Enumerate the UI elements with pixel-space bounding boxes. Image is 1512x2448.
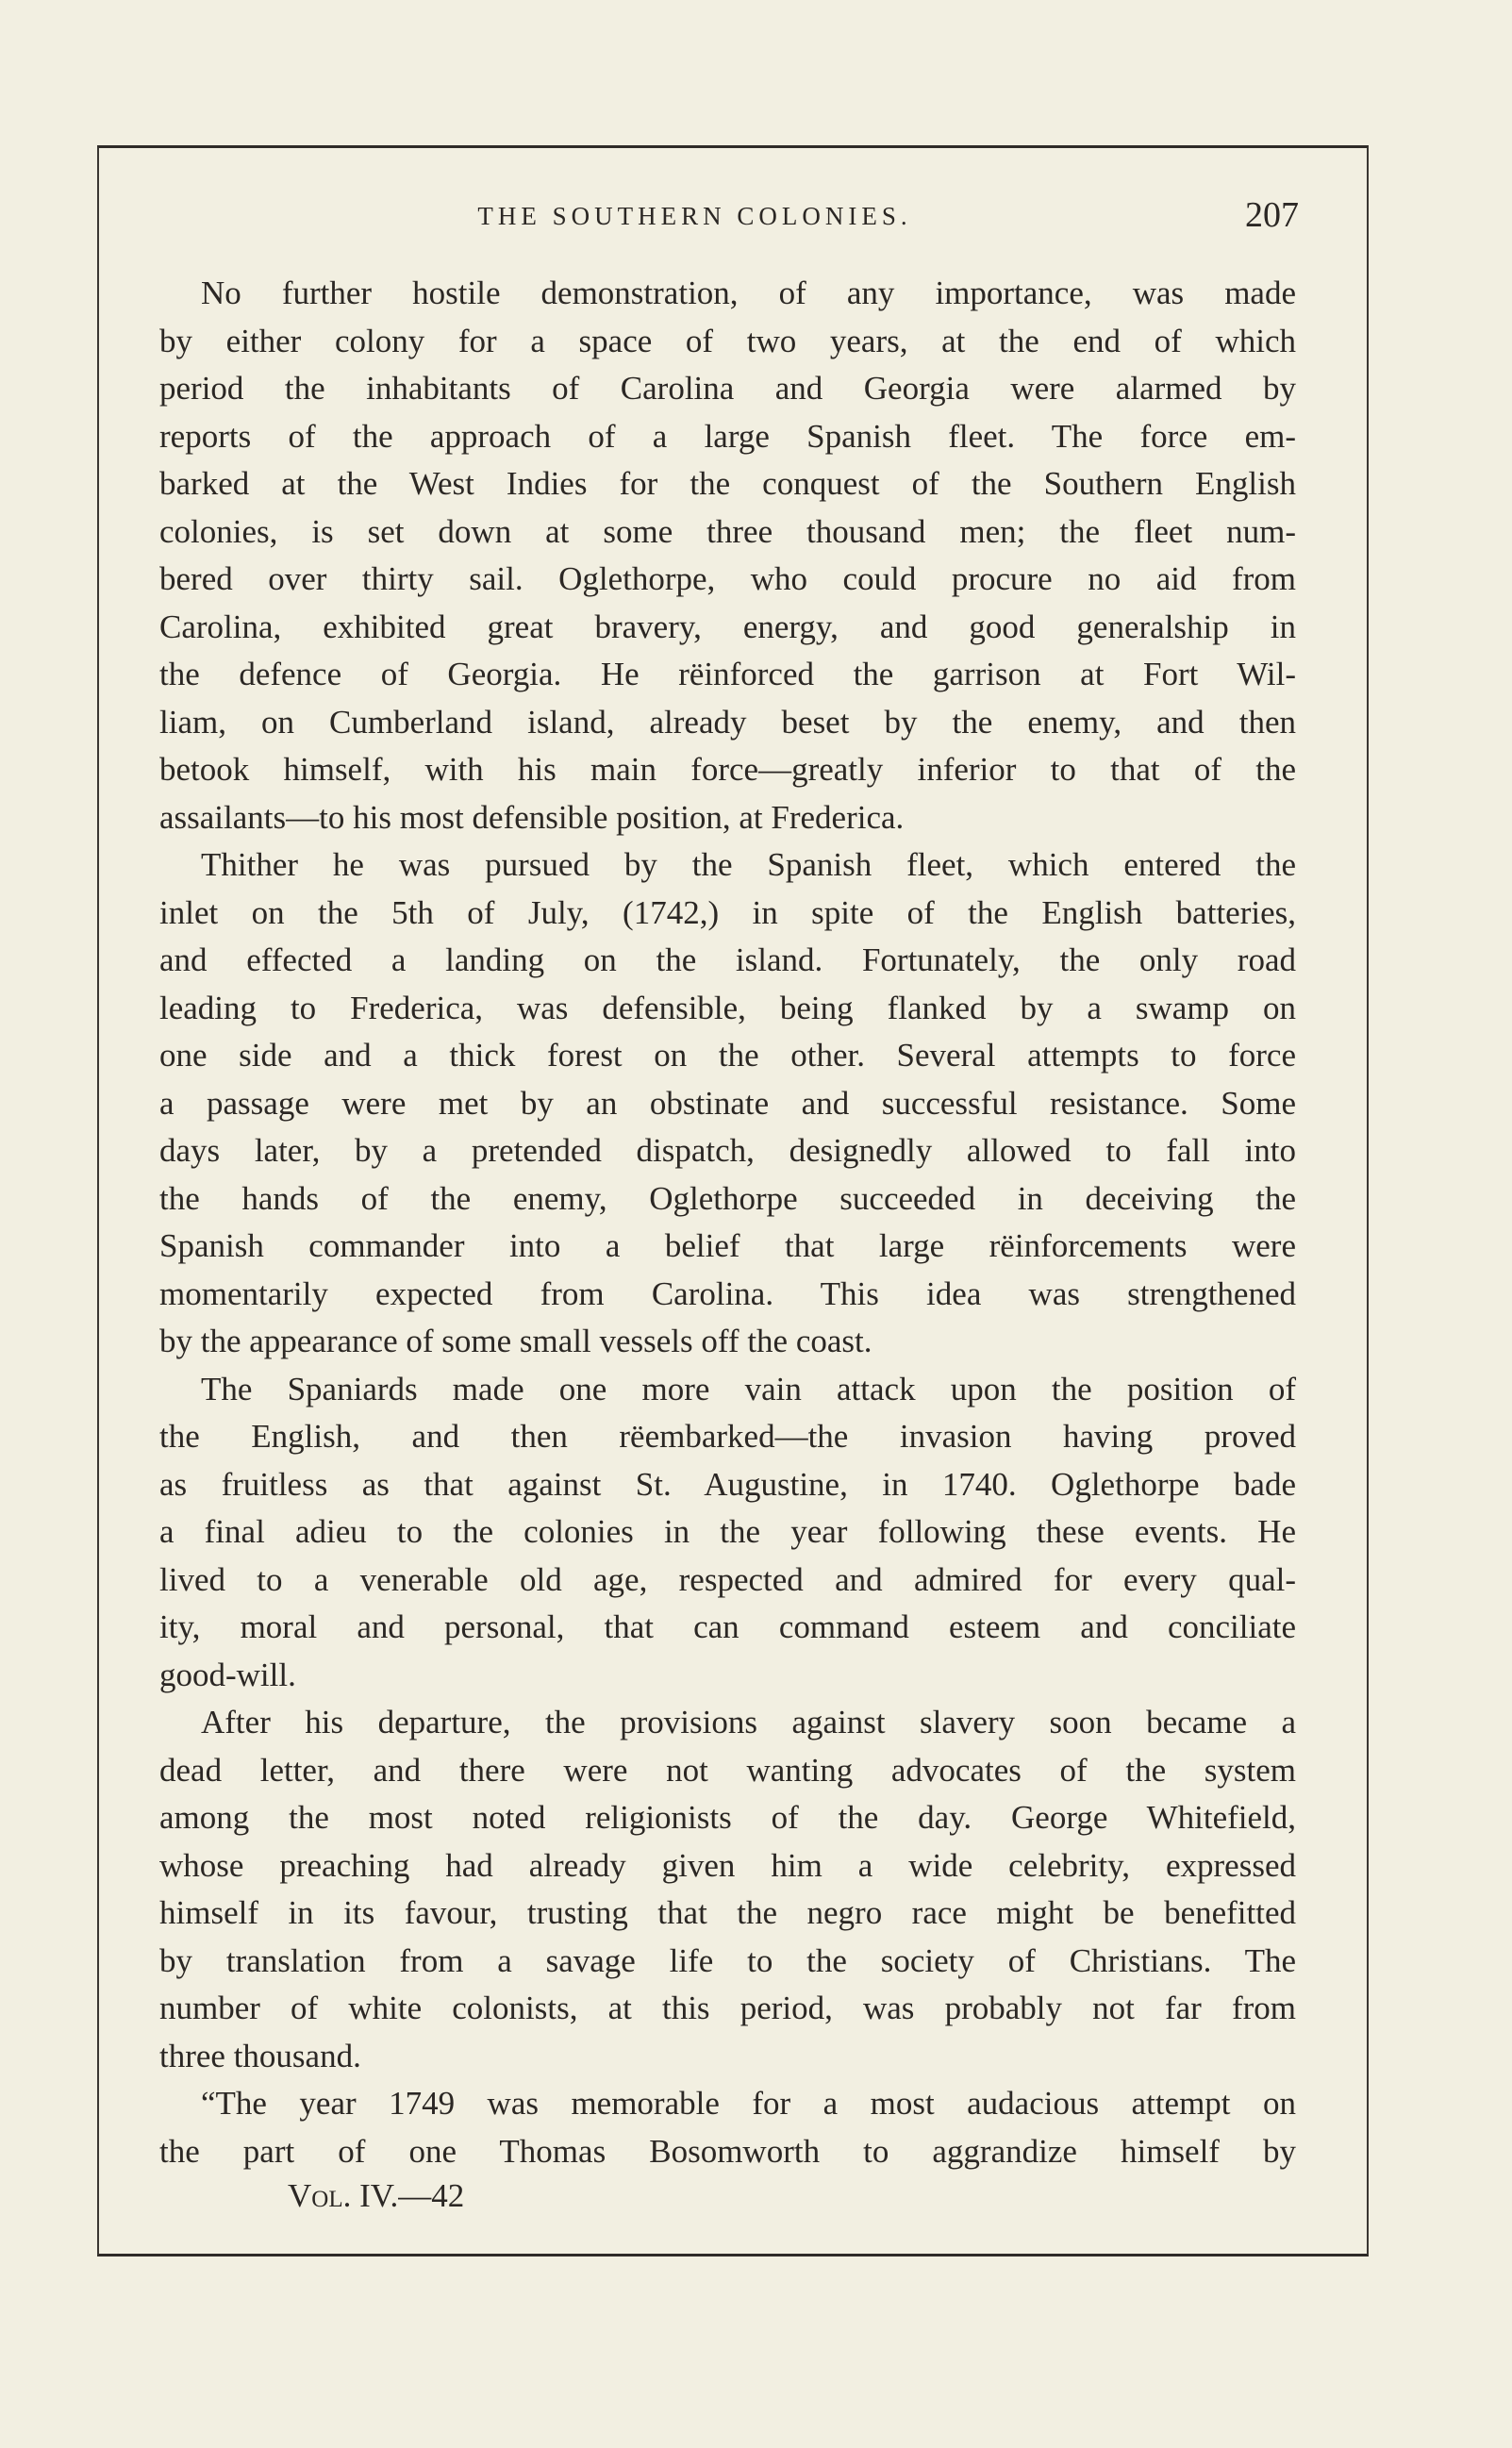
text-line: the part of one Thomas Bosomworth to aggrandize himself by xyxy=(159,2132,1296,2170)
text-line: inlet on the 5th of July, (1742,) in spite of the English batteries, xyxy=(159,893,1296,931)
text-line: barked at the West Indies for the conquest of the Southern English xyxy=(159,465,1296,502)
text-line: dead letter, and there were not wanting advocates of the system xyxy=(159,1751,1296,1789)
text-line: by translation from a savage life to the society of Christians. The xyxy=(159,1941,1296,1979)
paragraph xyxy=(159,270,1296,841)
text-line: the defence of Georgia. He rëinforced the garrison at Fort Wil- xyxy=(159,656,1296,692)
paragraph xyxy=(159,841,1296,1366)
text-line: Spanish commander into a belief that large rëinforcements were xyxy=(159,1227,1296,1264)
page-number: 207 xyxy=(1245,195,1299,235)
text-line: a final adieu to the colonies in the year following these events. He xyxy=(159,1513,1296,1550)
text-line: three thousand. xyxy=(159,2037,361,2074)
text-line: betook himself, with his main force—greatly inferior to that of the xyxy=(159,751,1296,788)
text-line: the English, and then rëembarked—the invasion having proved xyxy=(159,1418,1296,1455)
text-line: leading to Frederica, was defensible, being flanked by a swamp on xyxy=(159,989,1296,1026)
text-line: The Spaniards made one more vain attack upon the position of xyxy=(201,1370,1296,1407)
body-text xyxy=(159,270,1296,2175)
text-line: After his departure, the provisions against slavery soon became a xyxy=(201,1704,1296,1740)
text-line: a passage were met by an obstinate and successful resistance. Some xyxy=(159,1084,1296,1122)
text-line: by either colony for a space of two years, at the end of which xyxy=(159,322,1296,359)
text-line: number of white colonists, at this period, was probably not far from xyxy=(159,1990,1296,2026)
text-line: momentarily expected from Carolina. This idea was strengthened xyxy=(159,1274,1296,1312)
paragraph xyxy=(159,1699,1296,2080)
text-line: by the appearance of some small vessels off the coast. xyxy=(159,1323,872,1359)
text-line: among the most noted religionists of the day. George Whitefield, xyxy=(159,1799,1296,1836)
text-line: and effected a landing on the island. Fortunately, the only road xyxy=(159,941,1296,978)
text-line: good-will. xyxy=(159,1656,296,1693)
text-line: “The year 1749 was memorable for a most audacious attempt on xyxy=(201,2085,1296,2122)
text-line: one side and a thick forest on the other. Several attempts to force xyxy=(159,1037,1296,1074)
signature-mark: Vol. IV.—42 xyxy=(288,2177,465,2214)
page-header xyxy=(159,194,1299,241)
running-title: THE SOUTHERN COLONIES. xyxy=(477,202,912,230)
text-line: reports of the approach of a large Spanish fleet. The force em- xyxy=(159,417,1296,455)
text-line: lived to a venerable old age, respected and admired for every qual- xyxy=(159,1560,1296,1598)
text-line: Carolina, exhibited great bravery, energy, and good generalship in xyxy=(159,608,1296,645)
paragraph xyxy=(159,1366,1296,1700)
text-line: bered over thirty sail. Oglethorpe, who could procure no aid from xyxy=(159,560,1296,597)
text-line: liam, on Cumberland island, already beset by the enemy, and then xyxy=(159,703,1296,741)
text-line: himself in its favour, trusting that the negro race might be benefitted xyxy=(159,1894,1296,1931)
text-line: colonies, is set down at some three thousand men; the fleet num- xyxy=(159,512,1296,550)
text-line: the hands of the enemy, Oglethorpe succeeded in deceiving the xyxy=(159,1179,1296,1217)
text-line: ity, moral and personal, that can command esteem and conciliate xyxy=(159,1608,1296,1645)
text-line: whose preaching had already given him a wide celebrity, expressed xyxy=(159,1846,1296,1884)
text-line: Thither he was pursued by the Spanish fleet, which entered the xyxy=(201,846,1296,883)
text-line: period the inhabitants of Carolina and Georgia were alarmed by xyxy=(159,370,1296,407)
text-line: days later, by a pretended dispatch, designedly allowed to fall into xyxy=(159,1132,1296,1169)
text-line: No further hostile demonstration, of any importance, was made xyxy=(201,275,1296,311)
text-line: assailants—to his most defensible position, at Frederica. xyxy=(159,798,905,836)
paragraph xyxy=(159,2080,1296,2175)
text-line: as fruitless as that against St. Augustine, in 1740. Oglethorpe bade xyxy=(159,1465,1296,1503)
